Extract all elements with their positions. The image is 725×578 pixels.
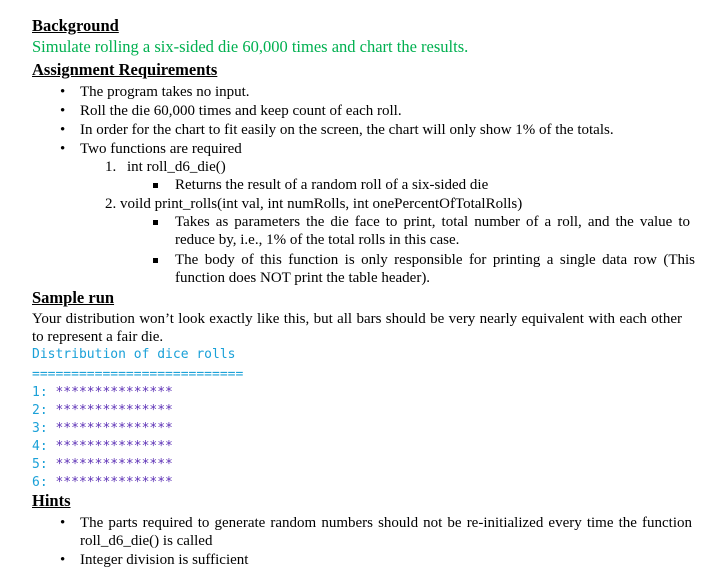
background-text: Simulate rolling a six-sided die 60,000 times and chart the results. (32, 37, 469, 56)
output-row: 3: *************** (32, 421, 173, 436)
bullet-icon: • (60, 141, 66, 157)
function-detail: The body of this function is only responsible for printing a single data row (This function does NOT print the table header). (175, 252, 695, 286)
square-bullet-icon (153, 220, 158, 225)
hint-item: The parts required to generate random numbers should not be re-initialized every time the function roll_d6_die() is called (80, 515, 692, 549)
function-signature: int roll_d6_die() (127, 159, 226, 175)
requirement-item: The program takes no input. (80, 84, 250, 100)
bullet-icon: • (60, 552, 66, 568)
output-row: 2: *************** (32, 403, 173, 418)
bullet-icon: • (60, 122, 66, 138)
output-separator: =========================== (32, 367, 244, 382)
requirement-item: In order for the chart to fit easily on the screen, the chart will only show 1% of the totals. (80, 122, 614, 138)
function-signature: voild print_rolls(int val, int numRolls, int onePercentOfTotalRolls) (120, 196, 523, 212)
output-row: 1: *************** (32, 385, 173, 400)
output-row: 6: *************** (32, 475, 173, 490)
hints-heading: Hints (32, 491, 71, 510)
square-bullet-icon (153, 258, 158, 263)
output-row: 4: *************** (32, 439, 173, 454)
bullet-icon: • (60, 84, 66, 100)
requirement-item: Roll the die 60,000 times and keep count of each roll. (80, 103, 402, 119)
bullet-icon: • (60, 515, 66, 531)
function-number: 1. (105, 159, 117, 175)
background-heading: Background (32, 16, 119, 35)
function-detail: Returns the result of a random roll of a six-sided die (175, 177, 489, 193)
output-title: Distribution of dice rolls (32, 347, 236, 362)
sample-description: Your distribution won’t look exactly like this, but all bars should be very nearly equivalent with each other to represent a fair die. (32, 311, 682, 345)
requirement-item: Two functions are required (80, 141, 242, 157)
assignment-heading: Assignment Requirements (32, 60, 218, 79)
bullet-icon: • (60, 103, 66, 119)
function-detail: Takes as parameters the die face to print, total number of a roll, and the value to reduce by, i.e., 1% of the total rolls in this case. (175, 214, 690, 248)
sample-heading: Sample run (32, 288, 115, 307)
hint-item: Integer division is sufficient (80, 552, 249, 568)
output-row: 5: *************** (32, 457, 173, 472)
square-bullet-icon (153, 183, 158, 188)
function-number: 2. (105, 196, 117, 212)
